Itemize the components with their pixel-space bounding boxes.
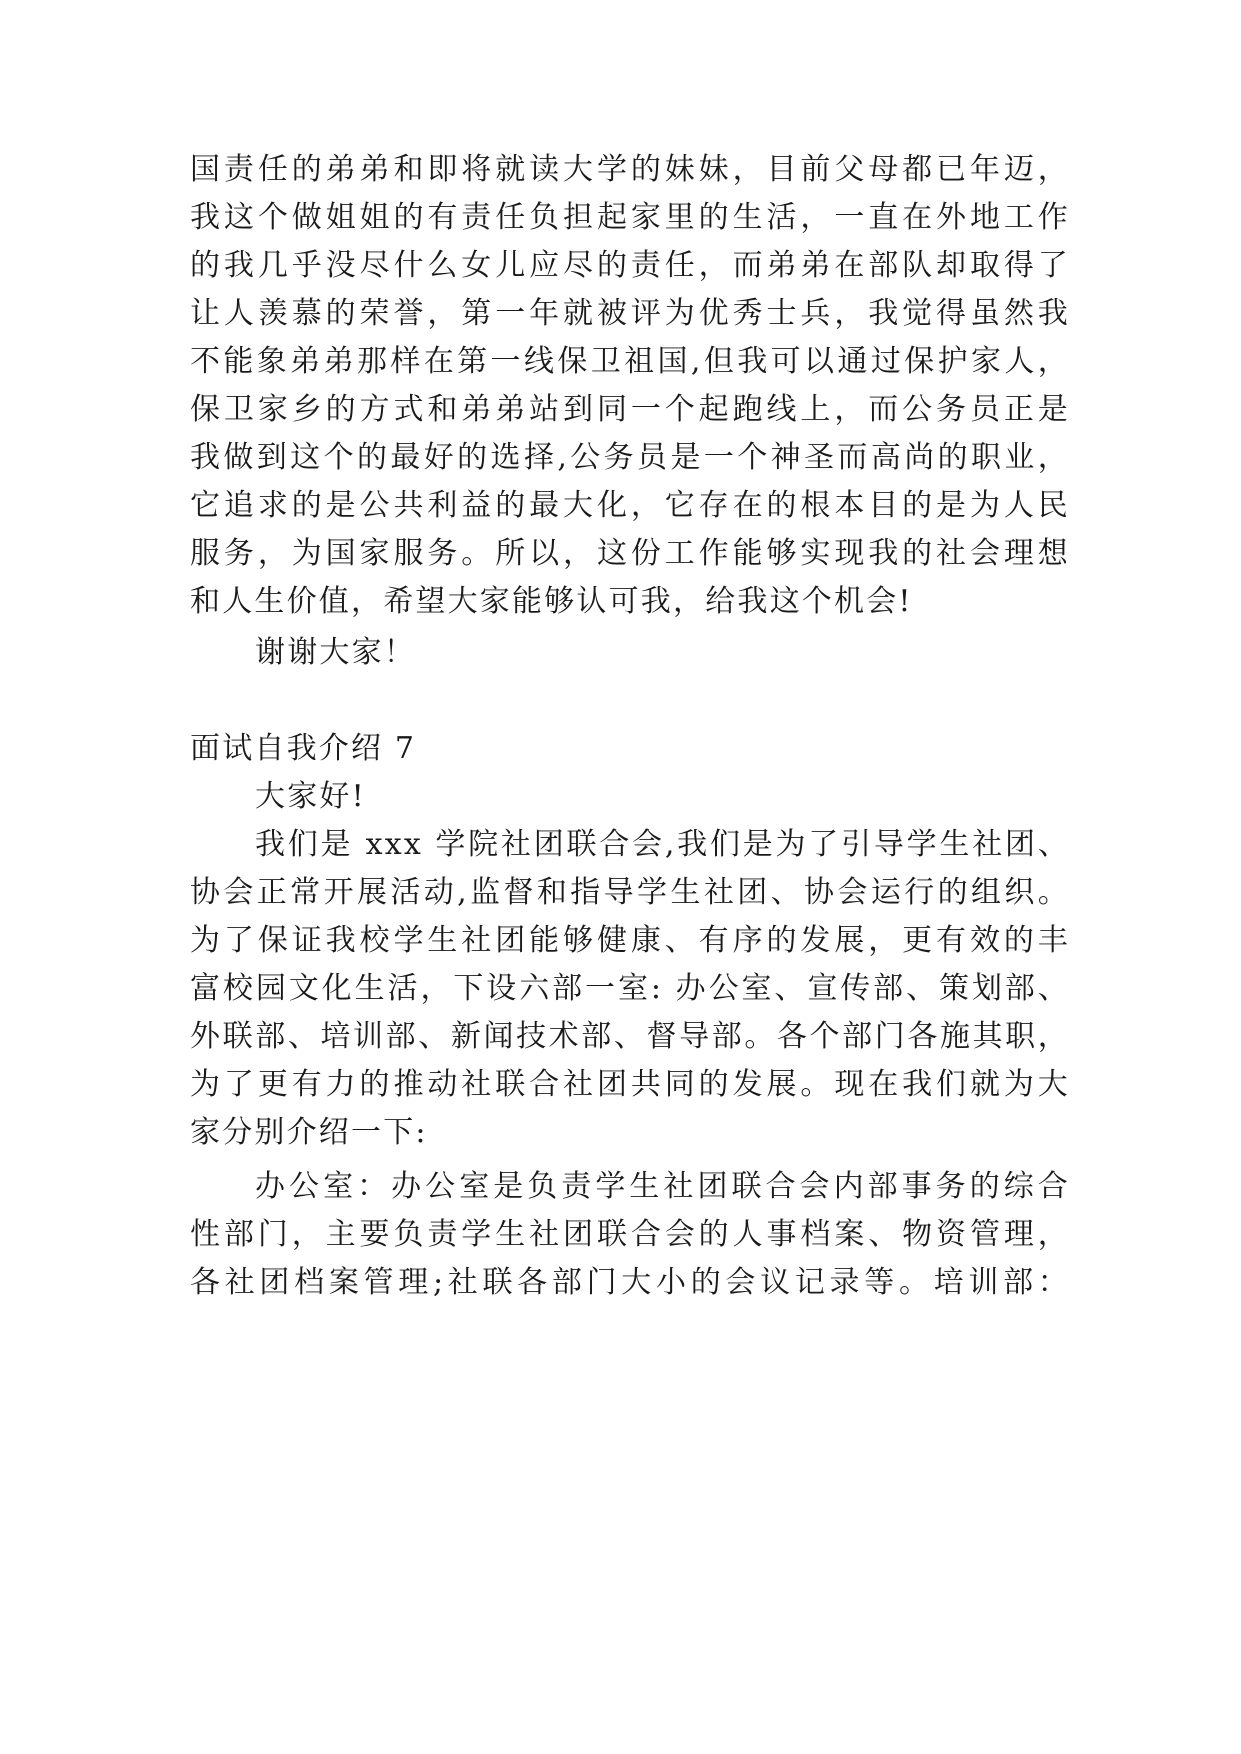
section-title: 面试自我介绍 7 bbox=[190, 731, 417, 766]
closing-line: 谢谢大家！ bbox=[255, 635, 416, 670]
text-line: 我这个做姐姐的有责任负担起家里的生活，一直在外地工作 bbox=[190, 200, 1070, 235]
text-line: 办公室：办公室是负责学生社团联合会内部事务的综合 bbox=[255, 1169, 1070, 1204]
text-line: 服务，为国家服务。所以，这份工作能够实现我的社会理想 bbox=[190, 536, 1070, 571]
text-line: 让人羡慕的荣誉，第一年就被评为优秀士兵，我觉得虽然我 bbox=[190, 296, 1070, 331]
text-line: 和人生价值，希望大家能够认可我，给我这个机会! bbox=[190, 584, 913, 619]
text-line: 为了更有力的推动社联合社团共同的发展。现在我们就为大 bbox=[190, 1067, 1070, 1102]
text-line: 性部门，主要负责学生社团联合会的人事档案、物资管理， bbox=[190, 1217, 1070, 1252]
text-line: 的我几乎没尽什么女儿应尽的责任，而弟弟在部队却取得了 bbox=[190, 248, 1070, 283]
greeting-line: 大家好! bbox=[255, 779, 366, 814]
text-line: 我们是 xxx 学院社团联合会,我们是为了引导学生社团、 bbox=[255, 827, 1070, 862]
text-line: 各社团档案管理;社联各部门大小的会议记录等。培训部： bbox=[190, 1265, 1070, 1300]
text-line: 它追求的是公共利益的最大化，它存在的根本目的是为人民 bbox=[190, 488, 1070, 523]
text-line: 保卫家乡的方式和弟弟站到同一个起跑线上，而公务员正是 bbox=[190, 392, 1070, 427]
text-line: 国责任的弟弟和即将就读大学的妹妹，目前父母都已年迈， bbox=[190, 152, 1070, 187]
text-line: 不能象弟弟那样在第一线保卫祖国,但我可以通过保护家人， bbox=[190, 344, 1070, 379]
text-line: 协会正常开展活动,监督和指导学生社团、协会运行的组织。 bbox=[190, 875, 1070, 910]
text-line: 我做到这个的最好的选择,公务员是一个神圣而高尚的职业， bbox=[190, 440, 1070, 475]
text-line: 外联部、培训部、新闻技术部、督导部。各个部门各施其职， bbox=[190, 1019, 1070, 1054]
text-line: 家分别介绍一下: bbox=[190, 1115, 428, 1150]
text-line: 富校园文化生活，下设六部一室: 办公室、宣传部、策划部、 bbox=[190, 971, 1070, 1006]
text-line: 为了保证我校学生社团能够健康、有序的发展，更有效的丰 bbox=[190, 923, 1070, 958]
